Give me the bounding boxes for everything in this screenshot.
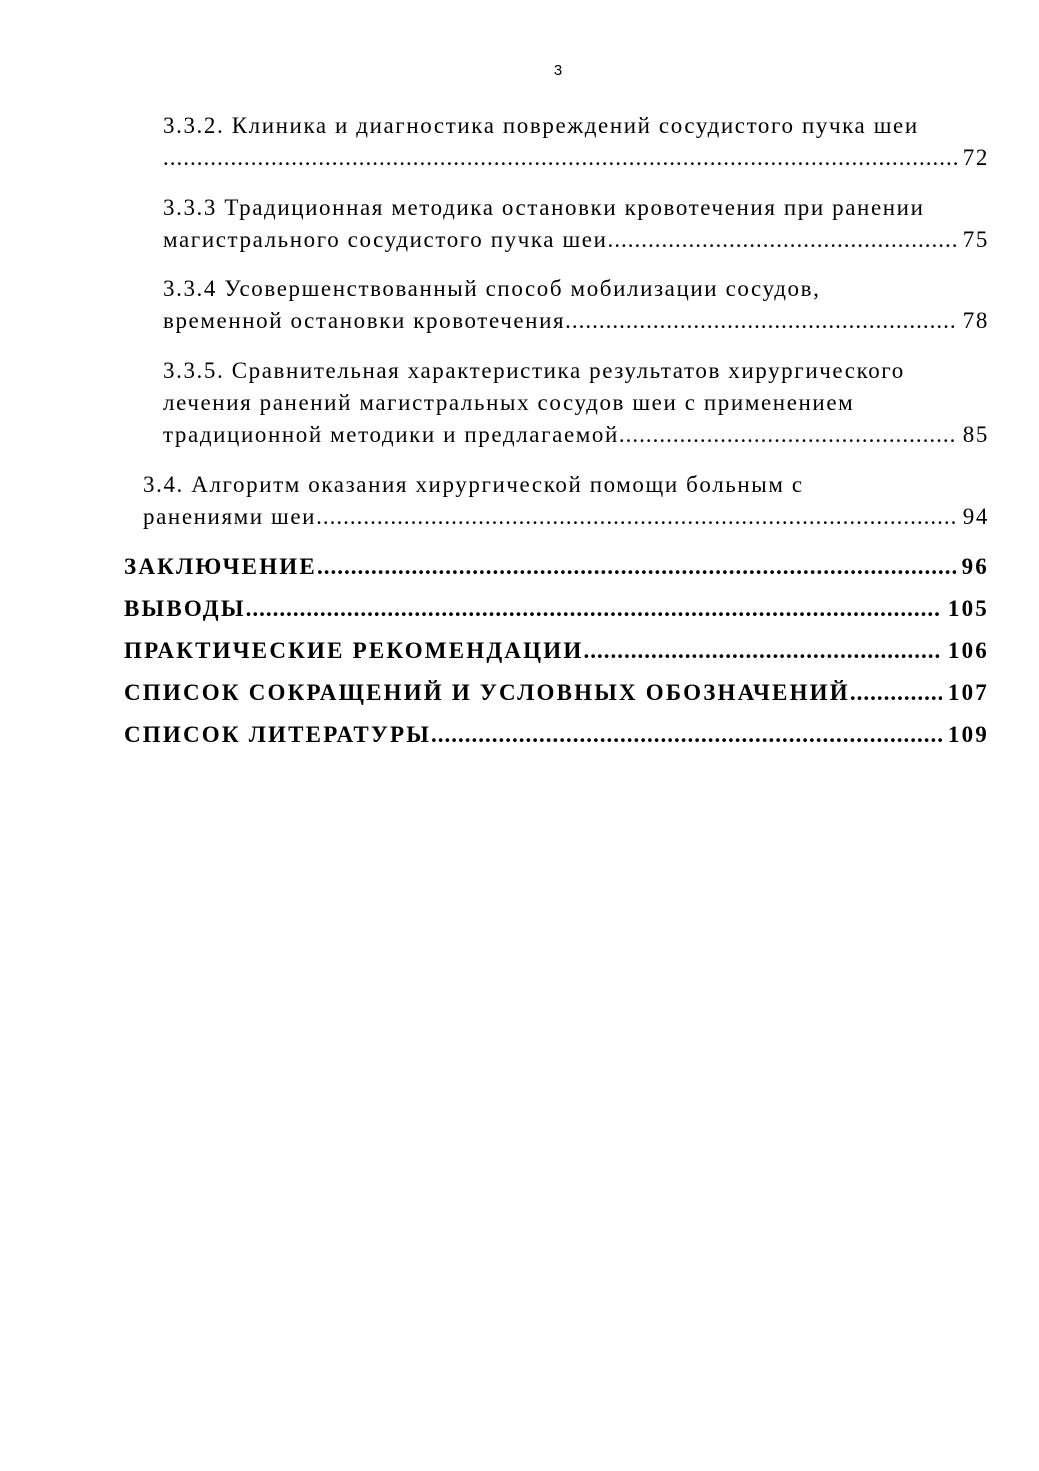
toc-entry-3-3-4[interactable]	[163, 273, 989, 337]
toc-entry-text: 3.3.5. Сравнительная характеристика результатов хирургического	[163, 358, 905, 383]
toc-entry-recommendations[interactable]	[124, 635, 989, 667]
toc-page-number: 94	[962, 504, 989, 529]
toc-entry-text: магистрального сосудистого пучка шеи	[163, 227, 608, 252]
toc-entry-title: ПРАКТИЧЕСКИЕ РЕКОМЕНДАЦИИ	[124, 638, 584, 663]
toc-page-number: 72	[962, 145, 989, 170]
toc-page-number: 107	[947, 680, 989, 705]
toc-entry-text: лечения ранений магистральных сосудов шеи с применением	[163, 390, 855, 415]
toc-page-number: 78	[962, 308, 989, 333]
dot-leader	[316, 501, 957, 533]
toc-entry-text: 3.3.3 Традиционная методика остановки кровотечения при ранении	[163, 195, 925, 220]
toc-entry-3-4[interactable]	[143, 469, 989, 533]
dot-leader	[583, 635, 941, 667]
toc-entry-conclusion[interactable]	[124, 551, 989, 583]
dot-leader	[163, 142, 957, 174]
toc-entry-text: традиционной методики и предлагаемой	[163, 422, 619, 447]
toc-entry-3-3-2[interactable]	[163, 110, 989, 174]
toc-page-number: 96	[961, 554, 989, 579]
toc-entry-text: временной остановки кровотечения	[163, 308, 566, 333]
page-number: 3	[553, 62, 563, 79]
toc-page-number: 105	[947, 596, 989, 621]
dot-leader	[246, 593, 942, 625]
toc-page-number: 75	[962, 227, 989, 252]
toc-entry-abbreviations[interactable]	[124, 677, 989, 709]
dot-leader	[619, 419, 957, 451]
toc-entry-text: ранениями шеи	[143, 504, 317, 529]
toc-entry-3-3-5[interactable]	[163, 355, 989, 451]
toc-entry-text: 3.4. Алгоритм оказания хирургической помощи больным с	[143, 472, 804, 497]
dot-leader	[431, 719, 942, 751]
toc-page-number: 85	[962, 422, 989, 447]
toc-page-number: 106	[947, 638, 989, 663]
toc-entry-text: 3.3.4 Усовершенствованный способ мобилизации сосудов,	[163, 276, 821, 301]
dot-leader	[565, 305, 957, 337]
toc-entry-title: ЗАКЛЮЧЕНИЕ	[124, 554, 317, 579]
toc-entry-title: СПИСОК СОКРАЩЕНИЙ И УСЛОВНЫХ ОБОЗНАЧЕНИЙ	[124, 680, 850, 705]
toc-entry-references[interactable]	[124, 719, 989, 751]
toc-entry-text: 3.3.2. Клиника и диагностика повреждений сосудистого пучка шеи	[163, 113, 919, 138]
dot-leader	[608, 224, 957, 256]
toc-entry-findings[interactable]	[124, 593, 989, 625]
toc-page-number: 109	[947, 722, 989, 747]
toc-entry-title: ВЫВОДЫ	[124, 596, 246, 621]
dot-leader	[317, 551, 956, 583]
toc-entry-title: СПИСОК ЛИТЕРАТУРЫ	[124, 722, 431, 747]
dot-leader	[850, 677, 942, 709]
toc-entry-3-3-3[interactable]	[163, 192, 989, 256]
